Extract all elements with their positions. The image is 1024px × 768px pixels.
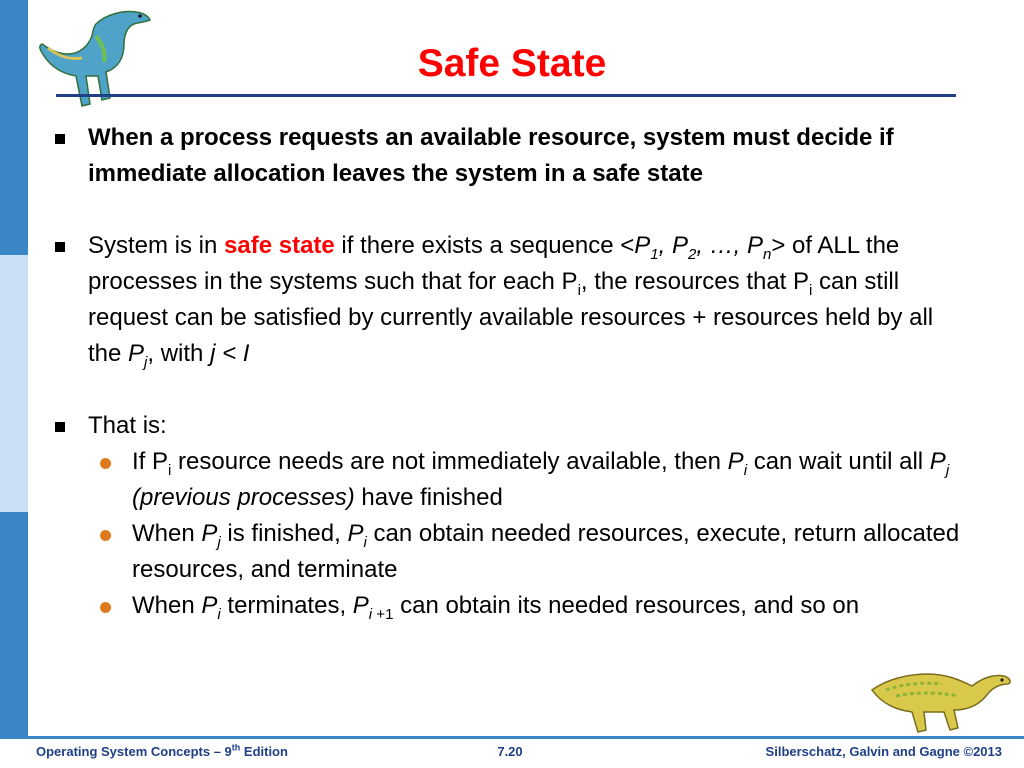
dot-bullet-icon xyxy=(88,444,132,516)
slide-body xyxy=(50,120,970,624)
square-bullet-icon xyxy=(50,408,88,444)
bullet-item-1 xyxy=(50,120,970,192)
sub-bullet-text: When $P_j$ is finished, $P_i$ can obtain needed resources, execute, return allocated resources, and terminate xyxy=(132,520,960,583)
dot-bullet-icon xyxy=(88,516,132,588)
sub-bullet-text: If $P_i$ resource needs are not immediately available, then $P_i$ can wait until all $P_j$ (previous processes) have finished xyxy=(132,448,950,511)
square-bullet-icon xyxy=(50,120,88,192)
bullet-item-3 xyxy=(50,408,970,444)
square-bullet-icon xyxy=(50,228,88,372)
slide-title: Safe State xyxy=(417,42,607,85)
footer-authors: Silberschatz, Galvin and Gagne ©2013 xyxy=(765,744,1002,759)
footer-rule xyxy=(0,736,1024,739)
left-accent-bar xyxy=(0,0,28,736)
bullet-item-2 xyxy=(50,228,970,372)
dinosaur-decoration-icon xyxy=(866,650,1016,734)
safe-state-highlight: safe state xyxy=(224,232,335,259)
footer-book-title: Operating System Concepts – 9th Edition xyxy=(36,742,288,759)
bullet-text: When a process requests an available resource, system must decide if immediate allocation leaves the system in a safe state xyxy=(88,124,894,187)
bullet-text: That is: xyxy=(88,412,167,439)
page-number: 7.20 xyxy=(497,744,523,759)
sub-bullet-text: When $P_i$ terminates, $P_i$ $_{+1}$ can obtain its needed resources, and so on xyxy=(132,592,860,623)
title-underline xyxy=(56,94,956,97)
sub-bullet-item-2 xyxy=(88,516,970,588)
dot-bullet-icon xyxy=(88,588,132,624)
sub-bullet-item-3 xyxy=(88,588,970,624)
sub-bullet-item-1 xyxy=(88,444,970,516)
bullet-text: System is in safe state if there exists a sequence $<P_1$, $P_2$, …, $P_n>$ of ALL the processes in the systems such that for each $P_i$, the resources that $P_i$ can still request can be satisfied by currently available resources + resources held by all the $P_j$, with j < I xyxy=(88,232,934,371)
